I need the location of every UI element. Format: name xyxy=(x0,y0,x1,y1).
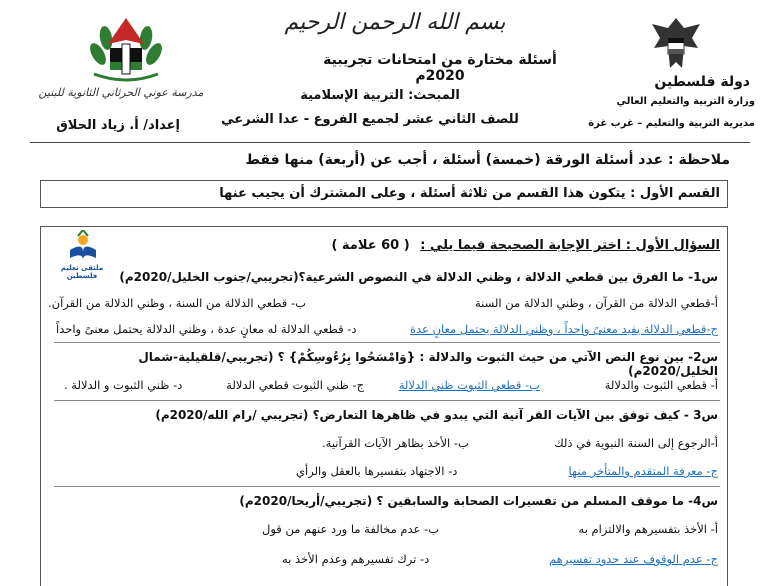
q1-option-a[interactable]: أ-قطعي الدلالة من القرآن ، وظني الدلالة من السنة xyxy=(475,296,718,310)
school-emblem-icon xyxy=(84,14,168,86)
q2-option-d[interactable]: د- ظني الثبوت و الدلالة . xyxy=(64,378,183,392)
book-logo-icon xyxy=(66,230,100,262)
q1-option-d[interactable]: د- قطعي الدلالة له معانٍ عدة ، وظني الدلالة يحتمل معنىً واحداً xyxy=(56,322,357,336)
q2-option-b[interactable]: ب- قطعي الثبوت ظني الدلالة xyxy=(398,378,540,392)
question-1: س1- ما الفرق بين قطعي الدلالة ، وظني الدلالة في النصوص الشرعية؟(تجريبي/جنوب الخليل/2020م) xyxy=(119,270,718,284)
exam-note: ملاحظة : عدد أسئلة الورقة (خمسة) أسئلة ، أجب عن (أربعة) منها فقط xyxy=(245,152,730,168)
header-divider xyxy=(30,142,750,143)
q4-option-a[interactable]: أ- الأخذ بتفسيرهم والالتزام به xyxy=(578,522,718,536)
exam-title: أسئلة مختارة من امتحانات تجريبية 2020م xyxy=(323,52,557,84)
subject-label: المبحث: التربية الإسلامية xyxy=(300,88,460,103)
question-one-marks: ( 60 علامة ) xyxy=(331,238,410,253)
palestine-eagle-emblem-icon xyxy=(648,14,704,74)
part-one-text: القسم الأول : يتكون هذا القسم من ثلاثة أسئلة ، وعلى المشترك أن يجيب عنها xyxy=(219,186,720,201)
author-label: إعداد/ أ. زياد الحلاق xyxy=(56,118,180,133)
question-divider xyxy=(54,486,720,487)
q1-option-c[interactable]: ج-قطعي الدلالة يفيد معنىً واحداً ، وظني الدلالة يحتمل معانٍ عدة xyxy=(409,322,718,336)
q4-option-b[interactable]: ب- عدم مخالفة ما ورد عنهم من قول xyxy=(262,522,440,536)
basmala: بسم الله الرحمن الرحيم xyxy=(284,10,506,35)
directorate-name: مديرية التربية والتعليم – غرب غزة xyxy=(588,118,755,129)
question-one-heading xyxy=(300,238,720,253)
q3-option-c[interactable]: ج- معرفة المتقدم والمتأخر منها xyxy=(568,464,718,478)
q4-option-d[interactable]: د- ترك تفسيرهم وعدم الأخذ به xyxy=(282,552,430,566)
q2-option-c[interactable]: ج- ظني الثبوت قطعي الدلالة xyxy=(226,378,364,392)
q1-option-b[interactable]: ب- قطعي الدلالة من السنة ، وظني الدلالة من القرآن. xyxy=(48,296,306,310)
question-4: س4- ما موقف المسلم من تفسيرات الصحابة والسابقين ؟ (تجريبي/أريحا/2020م) xyxy=(239,494,718,508)
question-2: س2- بين نوع النص الآتي من حيث الثبوت والدلالة : {وَامْسَحُوا بِرُءُوسِكُمْ} ؟ (تجريبي/قلقيلية-شمال الخليل/2020م) xyxy=(138,350,718,378)
grade-label: للصف الثاني عشر لجميع الفروع - عدا الشرعي xyxy=(221,112,519,127)
q4-option-c[interactable]: ج- عدم الوقوف عند حدود تفسيرهم xyxy=(549,552,718,566)
school-name: مدرسة عوني الحرثاني الثانوية للبنين xyxy=(38,86,204,99)
q2-option-a[interactable]: أ- قطعي الثبوت والدلالة xyxy=(604,378,718,392)
logo-caption: ملتقى تعليم فلسطين xyxy=(60,264,104,280)
question-one-title: السؤال الأول : اختر الإجابة الصحيحة فيما يلي : xyxy=(420,238,720,253)
question-divider xyxy=(54,342,720,343)
q3-option-b[interactable]: ب- الأخذ بظاهر الآيات القرآنية. xyxy=(322,436,469,450)
question-divider xyxy=(54,400,720,401)
q3-option-a[interactable]: أ-الرجوع إلى السنة النبوية في ذلك xyxy=(554,436,718,450)
state-name: دولة فلسطين xyxy=(654,74,750,90)
question-3: س3 - كيف توفق بين الآيات القر آنية التي يبدو في ظاهرها التعارض؟ (تجريبي /رام الله/2020م) xyxy=(155,408,718,422)
q3-option-d[interactable]: د- الاجتهاد بتفسيرها بالعقل والرأي xyxy=(296,464,458,478)
ministry-name: وزارة التربية والتعليم العالي xyxy=(616,96,755,107)
